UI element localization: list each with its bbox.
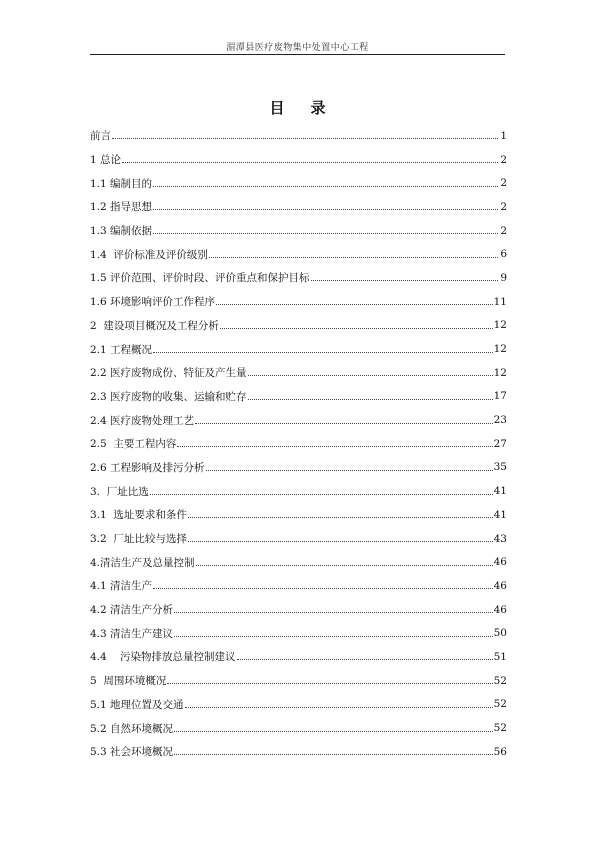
toc-leader-dots: [206, 470, 493, 471]
toc-entry-page: 56: [493, 745, 507, 758]
toc-leader-dots: [188, 541, 493, 542]
toc-leader-dots: [174, 731, 493, 732]
toc-entry-label: 2.3 医疗废物的收集、运输和贮存: [90, 390, 247, 403]
toc-entry-label: 3.2 厂址比较与选择: [90, 533, 187, 546]
toc-title-right: 录: [310, 99, 326, 117]
toc-entry-page: 46: [493, 579, 507, 592]
toc-leader-dots: [112, 138, 498, 139]
toc-leader-dots: [237, 659, 493, 660]
toc-leader-dots: [167, 683, 492, 684]
toc-entry-label: 2.4 医疗废物处理工艺: [90, 414, 195, 427]
toc-entry-page: 12: [493, 343, 507, 356]
toc-entry-label: 4.清洁生产及总量控制: [90, 556, 195, 569]
toc-leader-dots: [220, 328, 493, 329]
toc-entry-label: 5.1 地理位置及交通: [90, 698, 184, 711]
toc-entry-label: 2.5 主要工程内容: [90, 438, 177, 451]
toc-entry[interactable]: [90, 337, 507, 361]
toc-entry[interactable]: [90, 645, 507, 669]
toc-entry-label: 4.4 污染物排放总量控制建议: [90, 651, 236, 664]
header-rule: [90, 54, 505, 55]
toc-entry-label: 1.2 指导思想: [90, 201, 153, 214]
toc-entry-label: 4.2 清洁生产分析: [90, 604, 174, 617]
toc-entry-page: 50: [493, 627, 507, 640]
toc-leader-dots: [174, 612, 493, 613]
toc-leader-dots: [153, 209, 498, 210]
toc-entry-page: 2: [500, 224, 507, 237]
toc-entry-label: 4.3 清洁生产建议: [90, 627, 174, 640]
toc-leader-dots: [174, 636, 493, 637]
toc-entry[interactable]: [90, 266, 507, 290]
toc-entry[interactable]: [90, 550, 507, 574]
toc-entry[interactable]: [90, 716, 507, 740]
toc-leader-dots: [153, 352, 493, 353]
toc-entry-label: 1.1 编制目的: [90, 177, 153, 190]
toc-entry[interactable]: [90, 432, 507, 456]
toc-entry-page: 23: [493, 414, 507, 427]
table-of-contents: [90, 124, 507, 764]
toc-entry-label: 4.1 清洁生产: [90, 580, 153, 593]
toc-entry[interactable]: [90, 479, 507, 503]
toc-entry-label: 3.1 选址要求和条件: [90, 509, 187, 522]
toc-leader-dots: [209, 257, 498, 258]
running-header: 湄潭县医疗废物集中处置中心工程: [226, 43, 369, 53]
toc-leader-dots: [153, 588, 493, 589]
toc-entry[interactable]: [90, 598, 507, 622]
toc-entry-label: 2.2 医疗废物成份、特征及产生量: [90, 367, 247, 380]
toc-entry-label: 1.4 评价标准及评价级别: [90, 248, 208, 261]
toc-leader-dots: [195, 423, 493, 424]
toc-leader-dots: [216, 304, 493, 305]
toc-title-left: 目: [269, 99, 285, 117]
toc-entry[interactable]: [90, 242, 507, 266]
toc-leader-dots: [185, 707, 493, 708]
toc-entry-page: 1: [500, 129, 507, 142]
toc-entry[interactable]: [90, 171, 507, 195]
toc-leader-dots: [150, 494, 493, 495]
toc-entry[interactable]: [90, 527, 507, 551]
toc-entry-label: 2.6 工程影响及排污分析: [90, 461, 205, 474]
toc-entry-label: 1.3 编制依据: [90, 225, 153, 238]
toc-entry-page: 52: [493, 698, 507, 711]
toc-entry-label: 5.2 自然环境概况: [90, 722, 174, 735]
toc-entry-label: 2.1 工程概况: [90, 343, 153, 356]
toc-entry[interactable]: [90, 361, 507, 385]
toc-entry-page: 9: [500, 271, 507, 284]
toc-title: [0, 97, 595, 118]
toc-entry-page: 52: [493, 722, 507, 735]
toc-entry-label: 1 总论: [90, 154, 122, 167]
toc-entry[interactable]: [90, 740, 507, 764]
toc-entry[interactable]: [90, 314, 507, 338]
toc-entry-page: 41: [493, 508, 507, 521]
toc-entry-page: 43: [493, 532, 507, 545]
toc-entry-page: 11: [493, 295, 507, 308]
toc-entry[interactable]: [90, 148, 507, 172]
toc-entry[interactable]: [90, 669, 507, 693]
toc-entry-label: 1.5 评价范围、评价时段、评价重点和保护目标: [90, 272, 310, 285]
toc-entry[interactable]: [90, 621, 507, 645]
toc-leader-dots: [153, 233, 498, 234]
toc-entry[interactable]: [90, 195, 507, 219]
toc-entry[interactable]: [90, 693, 507, 717]
toc-leader-dots: [188, 517, 493, 518]
toc-entry[interactable]: [90, 290, 507, 314]
toc-entry-label: 前言: [90, 130, 111, 143]
toc-leader-dots: [196, 565, 493, 566]
toc-entry-page: 2: [500, 177, 507, 190]
toc-leader-dots: [248, 399, 493, 400]
toc-entry-page: 12: [493, 319, 507, 332]
toc-entry-page: 35: [493, 461, 507, 474]
toc-leader-dots: [122, 162, 498, 163]
toc-leader-dots: [311, 280, 498, 281]
toc-entry-label: 1.6 环境影响评价工作程序: [90, 296, 216, 309]
toc-entry[interactable]: [90, 503, 507, 527]
toc-leader-dots: [177, 446, 492, 447]
toc-entry[interactable]: [90, 574, 507, 598]
toc-entry-page: 6: [500, 248, 507, 261]
toc-leader-dots: [248, 375, 493, 376]
toc-entry-page: 17: [493, 390, 507, 403]
toc-entry[interactable]: [90, 124, 507, 148]
toc-entry-page: 27: [493, 437, 507, 450]
toc-entry[interactable]: [90, 385, 507, 409]
toc-entry-page: 2: [500, 153, 507, 166]
toc-entry-page: 51: [493, 650, 507, 663]
toc-entry-label: 2 建设项目概况及工程分析: [90, 319, 219, 332]
toc-entry-page: 41: [493, 485, 507, 498]
toc-entry-label: 5.3 社会环境概况: [90, 746, 174, 759]
toc-entry[interactable]: [90, 408, 507, 432]
toc-entry-page: 2: [500, 200, 507, 213]
toc-entry[interactable]: [90, 456, 507, 480]
toc-entry[interactable]: [90, 219, 507, 243]
toc-leader-dots: [153, 186, 498, 187]
toc-entry-page: 46: [493, 603, 507, 616]
toc-entry-page: 46: [493, 556, 507, 569]
toc-entry-page: 52: [493, 674, 507, 687]
toc-entry-label: 5 周围环境概况: [90, 675, 167, 688]
toc-leader-dots: [174, 754, 493, 755]
toc-entry-label: 3. 厂址比选: [90, 485, 149, 498]
toc-entry-page: 12: [493, 366, 507, 379]
